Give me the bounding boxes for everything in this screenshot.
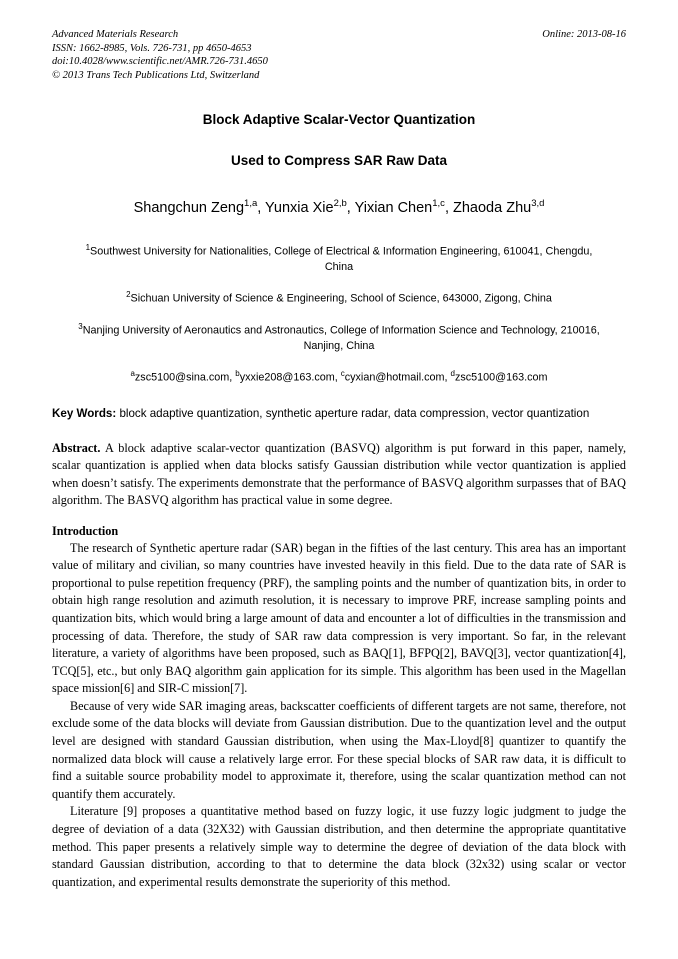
affiliation-3 bbox=[75, 319, 603, 355]
email-2-sup: b bbox=[235, 369, 240, 379]
affiliation-2-sup: 2 bbox=[126, 290, 131, 300]
online-date: Online: 2013-08-16 bbox=[542, 29, 626, 40]
author-list: Shangchun Zeng$^{1,a}$, Yunxia Xie$^{2,b}$, Yixian Chen$^{1,c}$, Zhaoda Zhu$^{3,d}$ bbox=[133, 198, 545, 216]
copyright-line: © 2013 Trans Tech Publications Ltd, Switzerland bbox=[52, 69, 260, 81]
email-1[interactable]: zsc5100@sina.com, bbox=[134, 372, 236, 385]
issn-line: ISSN: 1662-8985, Vols. 726-731, pp 4650-4653 bbox=[52, 42, 252, 54]
intro-paragraph-3: Literature [9] proposes a quantitative method based on fuzzy logic, it use fuzzy logic judgment to judge the degree of deviation of a data (32X32) with Gaussian distribution, and then determine the appropriate quantitative method. This paper presents a relatively simple way to determine the degree of deviation of the data block with standard Gaussian distribution, according to that to determine the data block (32x32) using scalar or vector quantization, and experimental results demonstrate the superiority of this method. bbox=[52, 804, 626, 889]
affiliation-1-sup: 1 bbox=[85, 242, 91, 252]
email-4-sup: d bbox=[450, 369, 455, 379]
affiliation-3-text: Nanjing University of Aeronautics and Astronautics, College of Information Science and Technology, 210016, Nanjing, China bbox=[82, 324, 600, 353]
journal-name: Advanced Materials Research bbox=[52, 29, 179, 40]
author-3 bbox=[355, 200, 445, 216]
author-3-sup: 1,c bbox=[432, 198, 445, 209]
author-4 bbox=[453, 200, 544, 216]
keywords-label: Key Words: bbox=[52, 407, 117, 421]
affiliation-list bbox=[52, 240, 626, 386]
author-3-name: Yixian Chen bbox=[354, 199, 433, 216]
affiliation-1 bbox=[75, 240, 603, 276]
section-heading-introduction: Introduction bbox=[52, 523, 119, 538]
doi-line: doi:10.4028/www.scientific.net/AMR.726-731.4650 bbox=[52, 56, 268, 67]
email-3-sup: c bbox=[340, 369, 345, 379]
author-1-name: Shangchun Zeng bbox=[133, 199, 245, 216]
author-1-sup: 1,a bbox=[244, 198, 258, 209]
intro-paragraph-2: Because of very wide SAR imaging areas, backscatter coefficients of different targets are not same, therefore, not exclude some of the data blocks will deviate from Gaussian distribution. Due to the quantization level and the output level are designed with standard Gaussian distribution, when using the Max-Lloyd[8] quantizer to quantify the normalized data block will cause a relatively large error. For these special blocks of SAR raw data, it is difficult to find a suitable source probability model to approximate it, therefore, using the scalar quantization method can not quantify them accurately. bbox=[52, 698, 626, 801]
abstract-text: A block adaptive scalar-vector quantization (BASVQ) algorithm is put forward in this paper, namely, scalar quantization is applied when data blocks satisfy Gaussian distribution while vector quantization is applied when doesn’t satisfy. The experiments demonstrate that the performance of BASVQ algorithm surpasses that of BAQ algorithm. The BASVQ algorithm has practical value in some degree. bbox=[52, 440, 626, 508]
paper-title bbox=[52, 112, 626, 168]
affiliation-1-text: Southwest University for Nationalities, College of Electrical & Information Engineering, 610041, Chengdu, China bbox=[90, 245, 593, 274]
affiliation-2-text: Sichuan University of Science & Engineering, School of Science, 643000, Zigong, China bbox=[130, 292, 552, 305]
affiliation-2 bbox=[75, 287, 603, 307]
keywords-block bbox=[52, 406, 626, 422]
author-2-name: Yunxia Xie bbox=[265, 199, 334, 216]
email-3[interactable]: cyxian@hotmail.com, bbox=[344, 372, 451, 385]
author-2-sup: 2,b bbox=[333, 198, 347, 209]
author-2 bbox=[265, 200, 347, 216]
intro-paragraph-1: The research of Synthetic aperture radar (SAR) began in the fifties of the last century. This area has an important value of military and civilian, so many countries have invested heavily in this field. Due to the data rate of SAR is proportional to pulse repetition frequency (PRF), the sampling points and the number of quantization bits, in order to obtain high range resolution and azimuth resolution, it is necessary to improve PRF, increase sampling points and quantization bits, which would bring a large amount of data and encounter a lot of difficulties in the transmission and processing of data. Therefore, the study of SAR raw data compression is very important. So far, in the relevant literature, a variety of algorithms have been proposed, such as BAQ[1], BFPQ[2], BAVQ[3], vector quantization[4], TCQ[5], etc., but only BAQ algorithm gain application for its simple. This algorithm has been used in the Magellan space mission[6] and SIR-C mission[7]. bbox=[52, 540, 626, 696]
author-1 bbox=[134, 200, 258, 216]
page-header bbox=[52, 28, 626, 82]
email-1-sup: a bbox=[130, 369, 135, 379]
title-line-1: Block Adaptive Scalar-Vector Quantization bbox=[202, 112, 476, 127]
abstract-block bbox=[52, 440, 626, 510]
author-4-name: Zhaoda Zhu bbox=[453, 199, 532, 216]
email-2[interactable]: yxxie208@163.com, bbox=[239, 372, 341, 385]
affiliation-3-sup: 3 bbox=[78, 321, 83, 331]
author-4-sup: 3,d bbox=[531, 198, 545, 209]
abstract-label: Abstract. bbox=[52, 440, 101, 455]
email-4[interactable]: zsc5100@163.com bbox=[454, 372, 548, 385]
title-line-2: Used to Compress SAR Raw Data bbox=[230, 153, 448, 168]
email-list bbox=[52, 366, 626, 386]
keywords-text: block adaptive quantization, synthetic aperture radar, data compression, vector quantization bbox=[116, 407, 590, 421]
